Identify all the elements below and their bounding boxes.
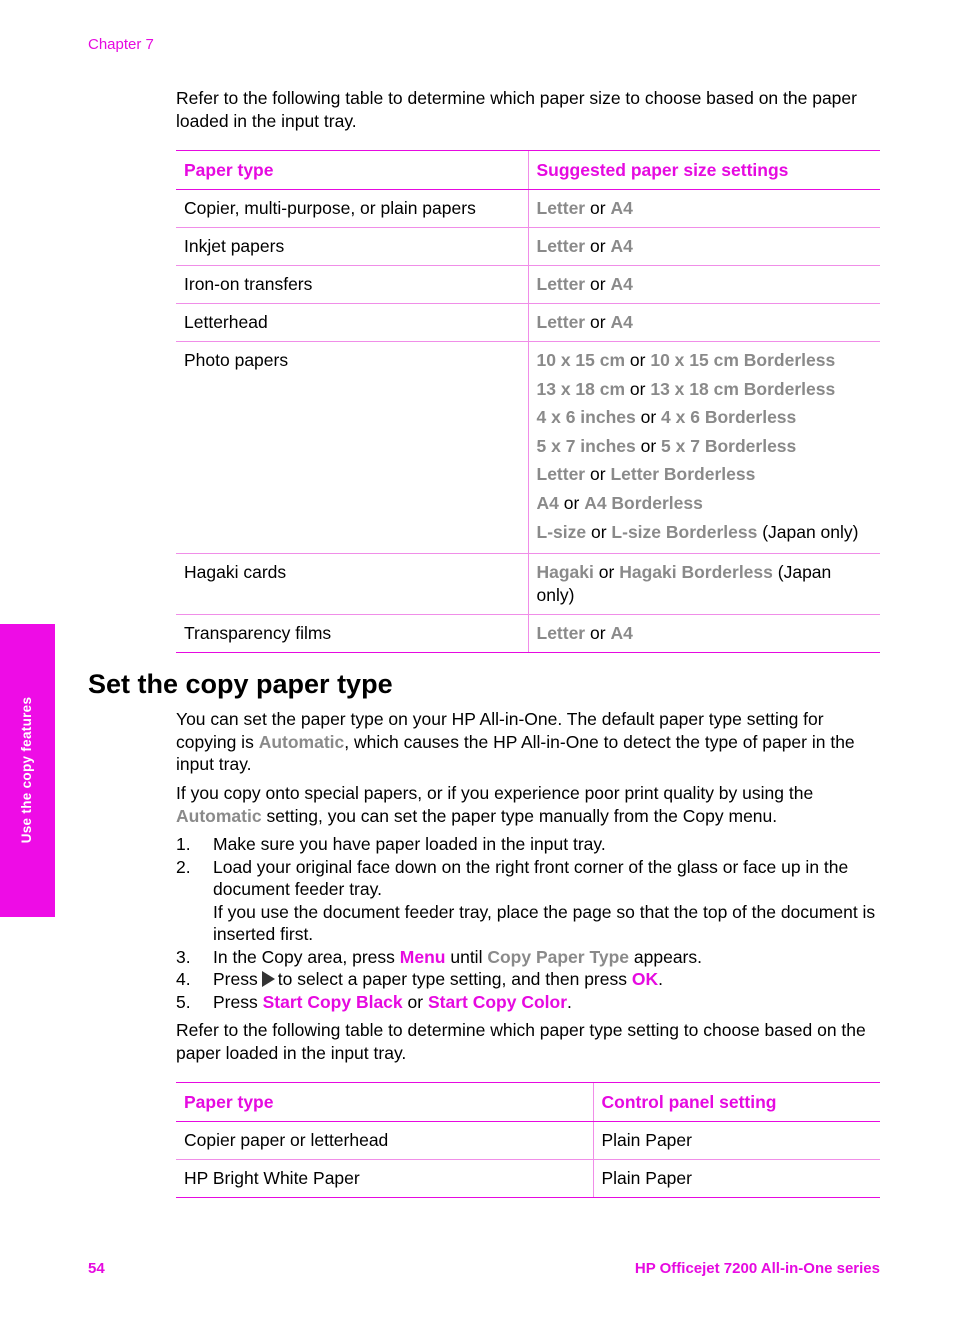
setting-value: A4 <box>610 274 633 294</box>
text-run: . <box>567 991 572 1012</box>
setting-value: 4 x 6 Borderless <box>661 407 797 428</box>
connector-text: or <box>629 378 646 399</box>
setting-value: L-size <box>536 521 587 542</box>
paper-type-cell: Hagaki cards <box>176 554 528 615</box>
connector-text: or <box>563 492 580 513</box>
connector-text: or <box>590 236 606 256</box>
setting-value: A4 <box>610 236 633 256</box>
setting-value: Letter <box>536 198 586 218</box>
setting-value: A4 <box>536 492 559 513</box>
table-row <box>176 304 880 342</box>
table-row <box>176 1122 880 1160</box>
paper-type-table <box>176 1082 880 1198</box>
chapter-header: Chapter 7 <box>88 36 154 53</box>
connector-text: or <box>590 312 606 332</box>
text-run: Press <box>213 969 258 989</box>
page-number: 54 <box>88 1260 105 1277</box>
text-run: to select a paper type setting, and then press <box>277 969 627 989</box>
list-item <box>176 833 876 856</box>
setting-line <box>537 346 873 375</box>
table-row <box>176 615 880 653</box>
setting-value: 4 x 6 inches <box>536 407 636 428</box>
list-item <box>176 968 876 991</box>
table-row <box>176 554 880 615</box>
highlight-term: Automatic <box>258 731 345 752</box>
setting-value: Letter <box>536 312 586 332</box>
column-header: Control panel setting <box>593 1083 880 1122</box>
text-run: , which causes the HP All-in-One to detect the type of paper in the input tray. <box>176 731 855 774</box>
panel-setting-cell: Plain Paper <box>593 1122 880 1160</box>
text-run: You can set the paper type on your HP All-in-One. The default paper type setting for copying is <box>176 709 824 752</box>
setting-line <box>537 460 873 489</box>
text-run: or <box>407 991 424 1012</box>
size-setting-cell <box>528 554 880 615</box>
setting-value: Hagaki <box>536 562 594 583</box>
step-text: Make sure you have paper loaded in the input tray. <box>213 834 606 854</box>
body-paragraph <box>176 708 876 776</box>
section-title: Set the copy paper type <box>88 669 393 699</box>
side-tab-label: Use the copy features <box>18 696 34 844</box>
body-paragraph <box>176 782 876 827</box>
size-setting-cell <box>528 228 880 266</box>
list-item <box>176 946 876 969</box>
connector-text: or <box>640 435 657 456</box>
connector-text: or <box>598 562 615 583</box>
table-row <box>176 342 880 554</box>
text-run: . <box>658 969 663 989</box>
setting-value: Hagaki Borderless <box>619 562 773 583</box>
connector-text: or <box>590 198 606 218</box>
step-number: 4. <box>176 969 191 989</box>
text-run: until <box>450 946 483 967</box>
paper-type-cell: Photo papers <box>176 342 528 554</box>
column-header: Suggested paper size settings <box>528 151 880 190</box>
setting-line <box>537 518 873 547</box>
setting-value: 5 x 7 Borderless <box>661 435 797 456</box>
step-number: 2. <box>176 856 191 877</box>
list-item <box>176 991 876 1014</box>
setting-line <box>537 375 873 404</box>
table-row <box>176 266 880 304</box>
panel-setting-cell: Plain Paper <box>593 1160 880 1198</box>
setting-value: A4 <box>610 623 633 644</box>
paper-type-cell: Letterhead <box>176 304 528 342</box>
setting-value: A4 <box>610 198 633 218</box>
paper-type-cell: Transparency films <box>176 615 528 653</box>
connector-text: or <box>590 623 606 644</box>
text-run: In the Copy area, press <box>213 946 395 967</box>
setting-value: A4 Borderless <box>584 492 703 513</box>
intro-paragraph: Refer to the following table to determine which paper size to choose based on the paper loaded in the input tray. <box>176 88 857 131</box>
steps-list <box>176 833 876 1013</box>
paper-size-table <box>176 150 880 653</box>
size-setting-cell <box>528 304 880 342</box>
paper-type-cell: Iron-on transfers <box>176 266 528 304</box>
setting-value: Letter Borderless <box>610 464 756 485</box>
step-number: 3. <box>176 946 191 967</box>
setting-line <box>537 432 873 461</box>
setting-value: 13 x 18 cm Borderless <box>650 378 836 399</box>
setting-value: A4 <box>610 312 633 332</box>
table-row <box>176 1160 880 1198</box>
ok-key-label: OK <box>631 969 659 989</box>
setting-value: Letter <box>536 623 586 644</box>
setting-value: Letter <box>536 464 586 485</box>
column-header: Paper type <box>176 1083 593 1122</box>
start-copy-color-label: Start Copy Color <box>427 991 568 1012</box>
table-row <box>176 228 880 266</box>
setting-suffix: (Japan only) <box>536 562 832 606</box>
paper-type-cell: HP Bright White Paper <box>176 1160 593 1198</box>
display-text-label: Copy Paper Type <box>487 946 630 967</box>
connector-text: or <box>590 464 606 485</box>
text-run: Press <box>213 991 258 1012</box>
setting-line <box>537 489 873 518</box>
setting-value: 5 x 7 inches <box>536 435 636 456</box>
size-setting-cell <box>528 615 880 653</box>
setting-suffix: (Japan only) <box>762 521 859 542</box>
table-header-row <box>176 151 880 190</box>
size-setting-cell <box>528 190 880 228</box>
setting-value: 10 x 15 cm Borderless <box>650 350 836 370</box>
size-setting-cell <box>528 342 880 554</box>
step-text: Load your original face down on the right front corner of the glass or face up in the document feeder tray. <box>213 856 849 899</box>
step-note: If you use the document feeder tray, place the page so that the top of the document is inserted first. <box>213 901 876 944</box>
start-copy-black-label: Start Copy Black <box>262 991 403 1012</box>
connector-text: or <box>640 407 657 428</box>
paper-type-cell: Copier, multi-purpose, or plain papers <box>176 190 528 228</box>
step-number: 5. <box>176 991 191 1012</box>
size-setting-cell <box>528 266 880 304</box>
table-header-row <box>176 1083 880 1122</box>
intro-paragraph: Refer to the following table to determine which paper type setting to choose based on the paper loaded in the input tray. <box>176 1020 866 1063</box>
list-item <box>176 856 876 946</box>
connector-text: or <box>590 521 607 542</box>
text-run: appears. <box>633 946 702 967</box>
menu-key-label: Menu <box>399 946 446 967</box>
step-number: 1. <box>176 834 191 854</box>
setting-value: 10 x 15 cm <box>536 350 626 370</box>
text-run: setting, you can set the paper type manually from the Copy menu. <box>266 805 778 826</box>
right-arrow-icon <box>262 971 275 987</box>
column-header: Paper type <box>176 151 528 190</box>
paper-type-cell: Inkjet papers <box>176 228 528 266</box>
setting-value: L-size Borderless <box>611 521 758 542</box>
setting-value: 13 x 18 cm <box>536 378 626 399</box>
table-row <box>176 190 880 228</box>
setting-line <box>537 403 873 432</box>
setting-value: Letter <box>536 236 586 256</box>
text-run: If you copy onto special papers, or if you experience poor print quality by using the <box>176 783 814 803</box>
connector-text: or <box>590 274 606 294</box>
connector-text: or <box>629 350 646 370</box>
setting-value: Letter <box>536 274 586 294</box>
highlight-term: Automatic <box>176 805 262 826</box>
paper-type-cell: Copier paper or letterhead <box>176 1122 593 1160</box>
footer-title: HP Officejet 7200 All-in-One series <box>634 1260 880 1277</box>
